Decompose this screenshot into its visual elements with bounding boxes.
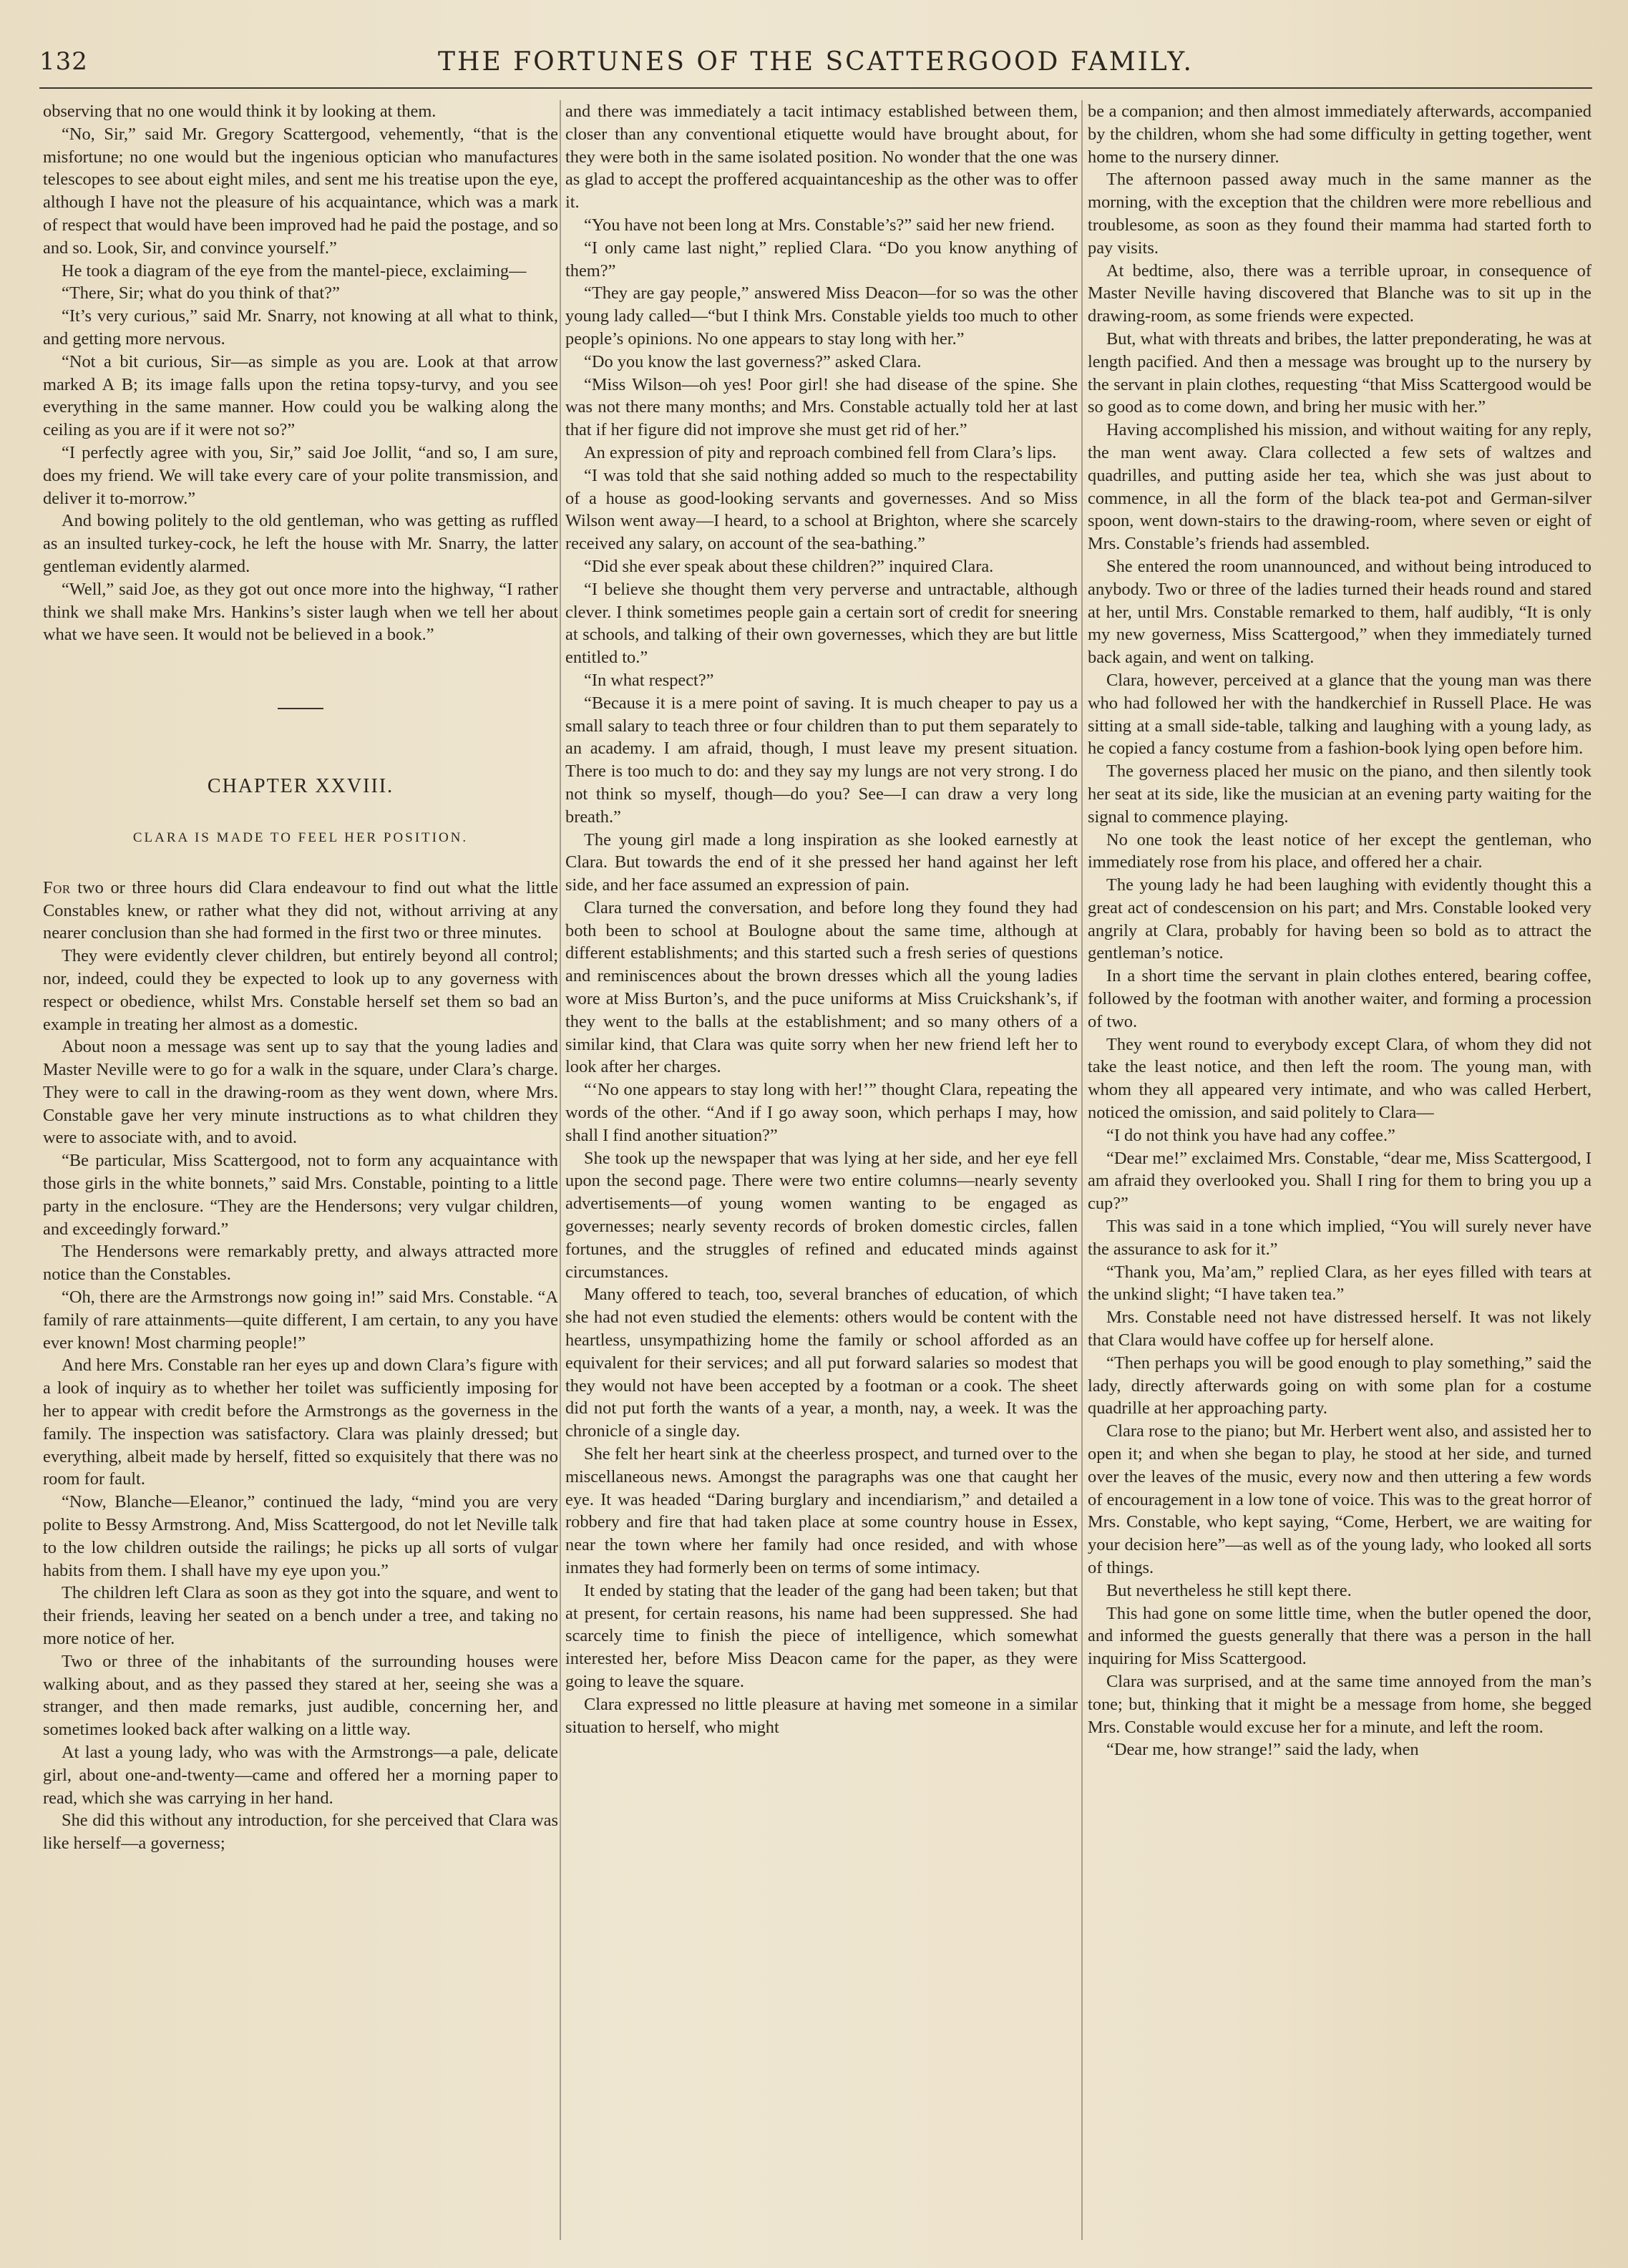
paragraph: Clara, however, perceived at a glance that the young man was there who had followed her with the handkerchief in Russell Place. He was sitting at a small side-table, talking and laughing with a young lady, as he copied a fancy costume from a fashion-book lying open before him. — [1088, 670, 1592, 759]
paragraph: This was said in a tone which implied, “You will surely never have the assurance to ask for it.” — [1088, 1217, 1592, 1259]
paragraph: “Did she ever speak about these children?” inquired Clara. — [584, 556, 994, 576]
paragraph: “Be particular, Miss Scattergood, not to form any acquaintance with those girls in the white bonnets,” said Mrs. Constable, pointing to a little party in the enclosure. “They are the Hendersons; very vulgar children, and exceedingly forward.” — [43, 1151, 558, 1239]
paragraph: observing that no one would think it by looking at them. — [43, 102, 437, 121]
paragraph: Clara was surprised, and at the same time annoyed from the man’s tone; but, thinking that it might be a message from home, she begged Mrs. Constable would excuse her for a minute, and left the room. — [1088, 1671, 1592, 1737]
paragraph: The young girl made a long inspiration as she looked earnestly at Clara. But towards the end of it she pressed her hand against her left side, and her face assumed an expression of pain. — [565, 829, 1078, 895]
text-column-2 — [565, 100, 1078, 2244]
paragraph: “Do you know the last governess?” asked Clara. — [584, 351, 922, 371]
paragraph: be a companion; and then almost immediately afterwards, accompanied by the children, whom she had some difficulty in getting together, went home to the nursery dinner. — [1088, 102, 1592, 167]
paragraph: She felt her heart sink at the cheerless prospect, and turned over to the miscellaneous news. Amongst the paragraphs was one that caught her eye. It was headed “Daring burglary and incendiarism,” and detailed a robbery and fire that had taken place at some country house in Essex, near the town where her family had once resided, and with whose inmates they had formerly been on terms of some intimacy. — [565, 1444, 1078, 1577]
paragraph: And here Mrs. Constable ran her eyes up and down Clara’s figure with a look of inquiry as to whether her toilet was sufficiently imposing for her to appear with credit before the Armstrongs as the governess in the family. The inspection was satisfactory. Clara was plainly dressed; but everything, albeit made by herself, fitted so exquisitely that there was no room for fault. — [43, 1356, 558, 1489]
paragraph: Two or three of the inhabitants of the surrounding houses were walking about, and as they passed they stared at her, seeing she was a stranger, and then made remarks, just audible, concerning her, and sometimes looked back after walking on a little way. — [43, 1651, 558, 1740]
opening-text: two or three hours did Clara endeavour to find out what the little Constables knew, or rather what they did not, without arriving at any nearer conclusion than she had formed in the first two or three minutes. — [43, 877, 558, 943]
opening-word: For — [43, 877, 71, 897]
paragraph: They went round to everybody except Clara, of whom they did not take the least notice, and then left the room. The young man, with whom they all appeared very intimate, and who was called Herbert, noticed the omission, and said politely to Clara— — [1088, 1034, 1592, 1123]
paragraph: “In what respect?” — [584, 670, 714, 690]
paragraph: “‘No one appears to stay long with her!’” thought Clara, repeating the words of the other. “And if I go away soon, which perhaps I may, how shall I find another situation?” — [565, 1080, 1078, 1145]
paragraph: “No, Sir,” said Mr. Gregory Scattergood, vehemently, “that is the misfortune; no one would but the ingenious optician who manufactures telescopes to see about eight miles, and sent me his treatise upon the eye, although I have not the pleasure of his acquaintance, which was a mark of respect that would have been improved had he paid the postage, and so and so. Look, Sir, and convince yourself.” — [43, 124, 558, 258]
column-rule-2 — [1081, 100, 1083, 2240]
paragraph: No one took the least notice of her except the gentleman, who immediately rose from his place, and offered her a chair. — [1088, 829, 1592, 872]
paragraph: It ended by stating that the leader of the gang had been taken; but that at present, for certain reasons, his name had been suppressed. She had scarcely time to finish the piece of intelligence, which somewhat interested her, before Miss Deacon came for the paper, as they were going to leave the square. — [565, 1580, 1078, 1691]
paragraph: “I believe she thought them very perverse and untractable, although clever. I think sometimes people gain a certain sort of credit for sneering at schools, and talking of their own governesses, which they are but little entitled to.” — [565, 579, 1078, 668]
paragraph: About noon a message was sent up to say that the young ladies and Master Neville were to go for a walk in the square, under Clara’s charge. They were to call in the drawing-room as they went down, where Mrs. Constable gave her very minute instructions as to what children they were to associate with, and to avoid. — [43, 1037, 558, 1148]
paragraph: “I only came last night,” replied Clara. “Do you know anything of them?” — [565, 238, 1078, 281]
paragraph: “Thank you, Ma’am,” replied Clara, as her eyes filled with tears at the unkind slight; “I have taken tea.” — [1088, 1262, 1592, 1305]
paragraph: The young lady he had been laughing with evidently thought this a great act of condescension on his part; and Mrs. Constable looked very angrily at Clara, probably for having been so bold as to attract the gentleman’s notice. — [1088, 875, 1592, 963]
chapter-title: CHAPTER XXVIII. — [207, 775, 394, 798]
paragraph: “I was told that she said nothing added so much to the respectability of a house as good-looking servants and governesses. And so Miss Wilson went away—I heard, to a school at Brighton, where she scarcely received any salary, on account of the sea-bathing.” — [565, 465, 1078, 554]
paragraph: “It’s very curious,” said Mr. Snarry, not knowing at all what to think, and getting more nervous. — [43, 306, 558, 349]
paragraph: “I do not think you have had any coffee.” — [1106, 1125, 1395, 1145]
paragraph: But nevertheless he still kept there. — [1106, 1580, 1352, 1600]
paragraph: The Hendersons were remarkably pretty, and always attracted more notice than the Constables. — [43, 1242, 558, 1285]
paragraph: Clara turned the conversation, and before long they found they had both been to school at Boulogne about the same time, although at different establishments; and this started such a fresh series of questions and reminiscences about the brown dresses which all the young ladies wore at Miss Burton’s, and the puce uniforms at Miss Cruickshank’s, if they went to the balls at the establishment; and so many others of a similar kind, that Clara was quite sorry when her new friend left her to look after her charges. — [565, 897, 1078, 1077]
paragraph: An expression of pity and reproach combined fell from Clara’s lips. — [584, 442, 1057, 462]
section-divider — [278, 708, 323, 709]
paragraph: “Because it is a mere point of saving. It is much cheaper to pay us a small salary to teach three or four children than to put them separately to an academy. I am afraid, though, I must leave my present situation. There is too much to do: and they say my lungs are not very strong. I do not think so myself, though—do you? See—I can draw a very long breath.” — [565, 693, 1078, 827]
paragraph: They were evidently clever children, but entirely beyond all control; nor, indeed, could they be expected to look up to any governess with respect or obedience, whilst Mrs. Constable herself set them so bad an example in treating her almost as a domestic. — [43, 946, 558, 1034]
paragraph: And bowing politely to the old gentleman, who was getting as ruffled as an insulted turkey-cock, he left the house with Mr. Snarry, the latter gentleman evidently alarmed. — [43, 511, 558, 576]
paragraph: Many offered to teach, too, several branches of education, of which she had not even studied the elements: others would be content with the heartless, unsympathizing home the family or school afforded as an equivalent for their services; and all put forward salaries so modest that they would not have been accepted by a footman or a cook. The sheet did not put forth the wants of a year, a month, nay, a week. It was the chronicle of a single day. — [565, 1285, 1078, 1441]
page-header — [39, 44, 1592, 89]
paragraph: In a short time the servant in plain clothes entered, bearing coffee, followed by the footman with another waiter, and forming a procession of two. — [1088, 966, 1592, 1031]
paragraph: She entered the room unannounced, and without being introduced to anybody. Two or three of the ladies turned their heads round and stared at her, until Mrs. Constable remarked to them, half audibly, “It is only my new governess, Miss Scattergood,” when they immediately turned back again, and went on talking. — [1088, 556, 1592, 668]
paragraph: “They are gay people,” answered Miss Deacon—for so was the other young lady called—“but I think Mrs. Constable yields too much to other people’s opinions. No one appears to stay long with her.” — [565, 283, 1078, 349]
paragraph: She took up the newspaper that was lying at her side, and her eye fell upon the second page. There were two entire columns—nearly seventy advertisements—of young women wanting to be engaged as governesses; nearly seventy records of broken domestic circles, fallen fortunes, and the struggles of refined and educated minds against circumstances. — [565, 1148, 1078, 1282]
paragraph: Mrs. Constable need not have distressed herself. It was not likely that Clara would have coffee up for herself alone. — [1088, 1308, 1592, 1350]
paragraph: She did this without any introduction, for she perceived that Clara was like herself—a governess; — [43, 1811, 558, 1854]
paragraph: Having accomplished his mission, and without waiting for any reply, the man went away. Clara collected a few sets of waltzes and quadrilles, and putting aside her tea, which she was just about to commence, in all the form of the black tea-pot and German-silver spoon, went down-stairs to the drawing-room, where seven or eight of Mrs. Constable’s friends had assembled. — [1088, 420, 1592, 554]
column-rule-1 — [560, 100, 561, 2240]
paragraph: “Oh, there are the Armstrongs now going in!” said Mrs. Constable. “A family of rare attainments—quite different, I am certain, to any you have ever known! Most charming people!” — [43, 1288, 558, 1353]
paragraph: “Miss Wilson—oh yes! Poor girl! she had disease of the spine. She was not there many months; and Mrs. Constable actually told her at last that if her figure did not improve she must get rid of her.” — [565, 374, 1078, 440]
paragraph: Clara rose to the piano; but Mr. Herbert went also, and assisted her to open it; and when she began to play, he stood at her side, and turned over the leaves of the music, every now and then uttering a few words of encouragement in a low tone of voice. This was to the great horror of Mrs. Constable, who kept saying, “Come, Herbert, we are waiting for your decision here”—as well as of the young lady, who looked all sorts of things. — [1088, 1421, 1592, 1577]
paragraph: “You have not been long at Mrs. Constable’s?” said her new friend. — [584, 215, 1055, 235]
paragraph: The governess placed her music on the piano, and then silently took her seat at its side, like the musician at an evening party waiting for the signal to commence playing. — [1088, 761, 1592, 827]
paragraph: and there was immediately a tacit intimacy established between them, closer than any conventional etiquette would have brought about, for they were both in the same isolated position. No wonder that the one was as glad to accept the proffered acquaintanceship as the other was to offer it. — [565, 102, 1078, 213]
paragraph: “Dear me!” exclaimed Mrs. Constable, “dear me, Miss Scattergood, I am afraid they overlooked you. Shall I ring for them to bring you up a cup?” — [1088, 1148, 1592, 1214]
paragraph: Clara expressed no little pleasure at having met someone in a similar situation to herself, who might — [565, 1694, 1078, 1737]
paragraph: But, what with threats and bribes, the latter preponderating, he was at length pacified. And then a message was brought up to the nursery by the servant in plain clothes, requesting “that Miss Scattergood would be so good as to come down, and bring her music with her.” — [1088, 328, 1592, 417]
paragraph: This had gone on some little time, when the butler opened the door, and informed the guests generally that there was a person in the hall inquiring for Miss Scattergood. — [1088, 1603, 1592, 1669]
text-column-1 — [43, 100, 558, 2244]
paragraph: The afternoon passed away much in the same manner as the morning, with the exception that the children were more rebellious and troublesome, as soon as they found their mamma had started forth to pay visits. — [1088, 170, 1592, 258]
paragraph: He took a diagram of the eye from the mantel-piece, exclaiming— — [62, 261, 527, 281]
paragraph: “I perfectly agree with you, Sir,” said Joe Jollit, “and so, I am sure, does my friend. We will take every care of your polite transmission, and deliver it to-morrow.” — [43, 442, 558, 508]
text-column-3 — [1088, 100, 1592, 2244]
paragraph: “There, Sir; what do you think of that?” — [62, 283, 340, 303]
paragraph: “Well,” said Joe, as they got out once more into the highway, “I rather think we shall make Mrs. Hankins’s sister laugh when we tell her about what we have seen. It would not be believed in a book.” — [43, 579, 558, 645]
chapter-subtitle: CLARA IS MADE TO FEEL HER POSITION. — [132, 829, 469, 845]
paragraph: “Now, Blanche—Eleanor,” continued the lady, “mind you are very polite to Bessy Armstrong. And, Miss Scattergood, do not let Neville talk to the low children outside the railings; he picks up all sorts of vulgar habits from them. I shall have my eye upon you.” — [43, 1492, 558, 1580]
paragraph: “Not a bit curious, Sir—as simple as you are. Look at that arrow marked A B; its image falls upon the retina topsy-turvy, and you see everything in the same manner. How could you be walking along the ceiling as you are if it were not so?” — [43, 351, 558, 440]
chapter-first-paragraph — [43, 877, 558, 945]
page-number: 132 — [39, 47, 88, 76]
paragraph: The children left Clara as soon as they got into the square, and went to their friends, leaving her seated on a bench under a tree, and taking no more notice of her. — [43, 1583, 558, 1649]
running-title: THE FORTUNES OF THE SCATTERGOOD FAMILY. — [438, 47, 1194, 77]
paragraph: “Dear me, how strange!” said the lady, when — [1106, 1740, 1419, 1760]
paragraph: At bedtime, also, there was a terrible uproar, in consequence of Master Neville having discovered that Blanche was to sit up in the drawing-room, as some friends were expected. — [1088, 261, 1592, 326]
paragraph: “Then perhaps you will be good enough to play something,” said the lady, directly afterwards going on with some plan for a costume quadrille at her approaching party. — [1088, 1353, 1592, 1418]
paragraph: At last a young lady, who was with the Armstrongs—a pale, delicate girl, about one-and-twenty—came and offered her a morning paper to read, which she was carrying in her hand. — [43, 1743, 558, 1808]
